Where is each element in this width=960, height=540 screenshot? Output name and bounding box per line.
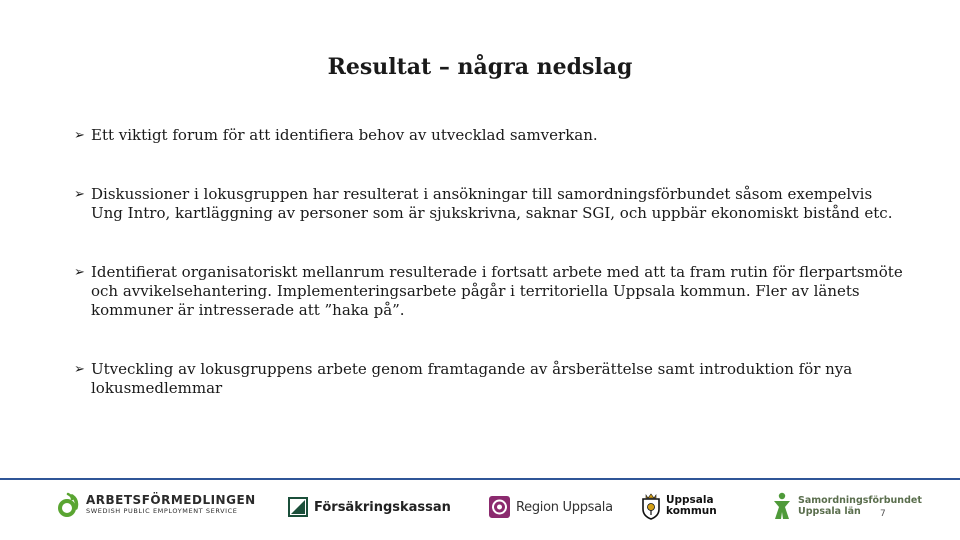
arrow-bullet-icon: ➢ [74,265,85,280]
bullet-list [74,126,904,398]
region-uppsala-name: Region Uppsala [516,499,613,515]
region-uppsala-logo [488,495,613,519]
arrow-bullet-icon: ➢ [74,362,85,377]
af-swirl-icon [58,492,80,518]
arbetsformedlingen-logo [58,492,256,518]
bullet-text: Ett viktigt forum för att identifiera behov av utvecklad samverkan. [91,126,598,144]
region-uppsala-emblem-icon [488,495,511,519]
bullet-item [74,360,904,398]
forsakringskassan-logo [288,497,451,517]
page-number: 7 [880,509,886,519]
puzzle-figure-icon [772,492,792,520]
bullet-text: Utveckling av lokusgruppens arbete genom framtagande av årsberättelse samt introduktion för nya lokusmedlemmar [91,360,853,397]
fk-square-icon [288,497,308,517]
fk-name: Försäkringskassan [314,499,451,515]
arrow-bullet-icon: ➢ [74,187,85,202]
uppsala-kommun-line2: kommun [666,505,717,517]
samordningsforbundet-line1: Samordningsförbundet [798,495,922,506]
bullet-item [74,126,904,145]
bullet-text: Identifierat organisatoriskt mellanrum resulterade i fortsatt arbete med att ta fram rutin för flerpartsmöte och avvikelsehantering. Implementeringsarbete pågår i territoriella Uppsala kommun. Fler av länets kommuner är intresserade att ”haka på”. [91,263,903,319]
coat-of-arms-icon [640,492,662,520]
arrow-bullet-icon: ➢ [74,128,85,143]
samordningsforbundet-line2: Uppsala län [798,506,861,517]
bullet-text: Diskussioner i lokusgruppen har resulterat i ansökningar till samordningsförbundet såsom exempelvis Ung Intro, kartläggning av personer som är sjukskrivna, saknar SGI, och uppbär ekonomiskt bistånd etc. [91,185,893,222]
af-name: ARBETSFÖRMEDLINGEN [86,493,256,507]
uppsala-kommun-logo [640,492,717,520]
af-subtitle: SWEDISH PUBLIC EMPLOYMENT SERVICE [86,507,238,515]
uppsala-kommun-line1: Uppsala [666,494,714,506]
samordningsforbundet-logo [772,492,922,520]
footer-divider [0,478,960,480]
bullet-item [74,185,904,223]
slide-title: Resultat – några nedslag [327,54,633,80]
bullet-item [74,263,904,320]
